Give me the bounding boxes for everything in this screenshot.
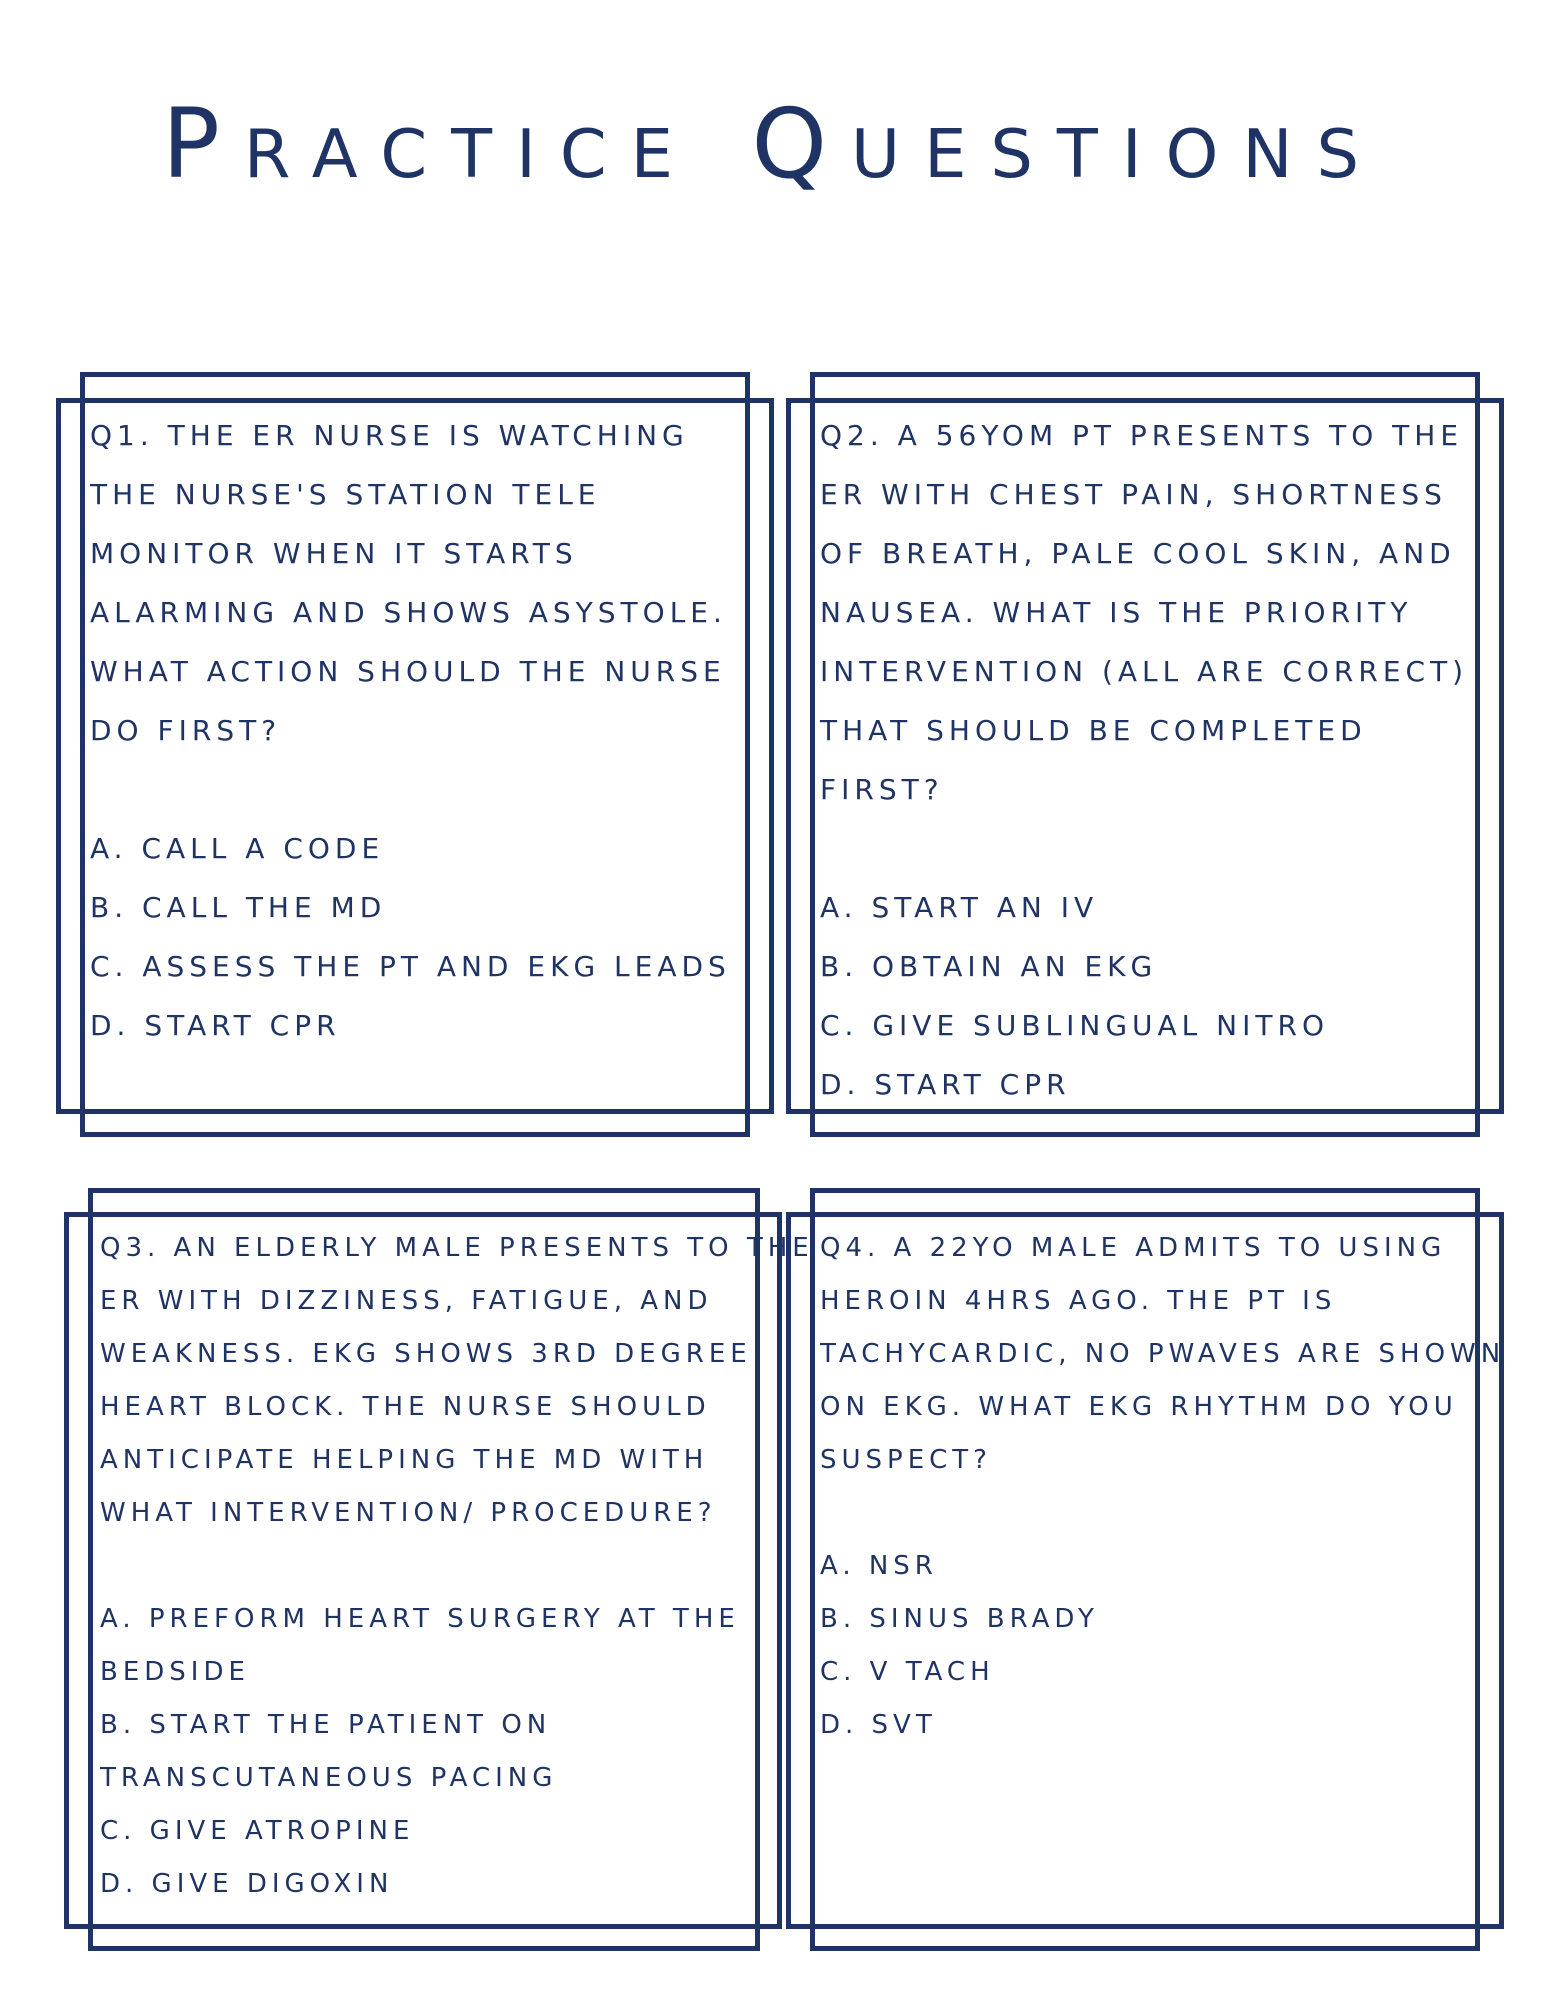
question-1-line: WHAT ACTION SHOULD THE NURSE [90, 655, 726, 688]
question-4-option: A. NSR [820, 1551, 938, 1581]
question-3-line: WHAT INTERVENTION/ PROCEDURE? [100, 1498, 717, 1528]
question-1-line: ALARMING AND SHOWS ASYSTOLE. [90, 596, 727, 629]
question-1-option: D. START CPR [90, 1009, 341, 1042]
page-title: Practice Questions [161, 88, 1384, 200]
question-3-option: B. START THE PATIENT ON [100, 1710, 552, 1740]
question-1-line: DO FIRST? [90, 714, 282, 747]
question-2-option: B. OBTAIN AN EKG [820, 950, 1158, 983]
question-4-line: SUSPECT? [820, 1445, 992, 1475]
question-3-option: D. GIVE DIGOXIN [100, 1869, 394, 1899]
question-3-line: ER WITH DIZZINESS, FATIGUE, AND [100, 1286, 713, 1316]
question-2-line: OF BREATH, PALE COOL SKIN, AND [820, 537, 1456, 570]
question-2-line: NAUSEA. WHAT IS THE PRIORITY [820, 596, 1413, 629]
question-3-option: BEDSIDE [100, 1657, 250, 1687]
question-3-option: A. PREFORM HEART SURGERY AT THE [100, 1604, 740, 1634]
question-3-line: HEART BLOCK. THE NURSE SHOULD [100, 1392, 711, 1422]
question-3-line: Q3. AN ELDERLY MALE PRESENTS TO THE [100, 1233, 814, 1263]
question-3-line: ANTICIPATE HELPING THE MD WITH [100, 1445, 709, 1475]
question-1-option: C. ASSESS THE PT AND EKG LEADS [90, 950, 731, 983]
question-1-option: B. CALL THE MD [90, 891, 387, 924]
question-4-option: C. V TACH [820, 1657, 995, 1687]
question-2-option: A. START AN IV [820, 891, 1099, 924]
question-2-option: C. GIVE SUBLINGUAL NITRO [820, 1009, 1329, 1042]
question-4 [820, 1222, 1505, 1752]
question-4-line: HEROIN 4HRS AGO. THE PT IS [820, 1286, 1337, 1316]
question-2 [820, 406, 1468, 1114]
question-1-line: MONITOR WHEN IT STARTS [90, 537, 578, 570]
question-2-line: FIRST? [820, 773, 944, 806]
question-2-line: INTERVENTION (ALL ARE CORRECT) [820, 655, 1469, 688]
question-1-line: Q1. THE ER NURSE IS WATCHING [90, 419, 689, 452]
question-4-option: D. SVT [820, 1710, 937, 1740]
question-3-option: TRANSCUTANEOUS PACING [100, 1763, 558, 1793]
question-3-option: C. GIVE ATROPINE [100, 1816, 415, 1846]
question-2-option: D. START CPR [820, 1068, 1071, 1101]
question-4-line: ON EKG. WHAT EKG RHYTHM DO YOU [820, 1392, 1458, 1422]
question-1-option: A. CALL A CODE [90, 832, 385, 865]
question-4-option: B. SINUS BRADY [820, 1604, 1099, 1634]
question-3 [100, 1222, 814, 1911]
question-4-line: TACHYCARDIC, NO PWAVES ARE SHOWN [820, 1339, 1506, 1369]
question-3-line: WEAKNESS. EKG SHOWS 3RD DEGREE [100, 1339, 752, 1369]
question-2-line: Q2. A 56YOM PT PRESENTS TO THE [820, 419, 1464, 452]
question-2-line: THAT SHOULD BE COMPLETED [820, 714, 1367, 747]
question-1-line: THE NURSE'S STATION TELE [90, 478, 601, 511]
question-2-line: ER WITH CHEST PAIN, SHORTNESS [820, 478, 1447, 511]
question-1 [90, 406, 731, 1055]
question-4-line: Q4. A 22YO MALE ADMITS TO USING [820, 1233, 1447, 1263]
